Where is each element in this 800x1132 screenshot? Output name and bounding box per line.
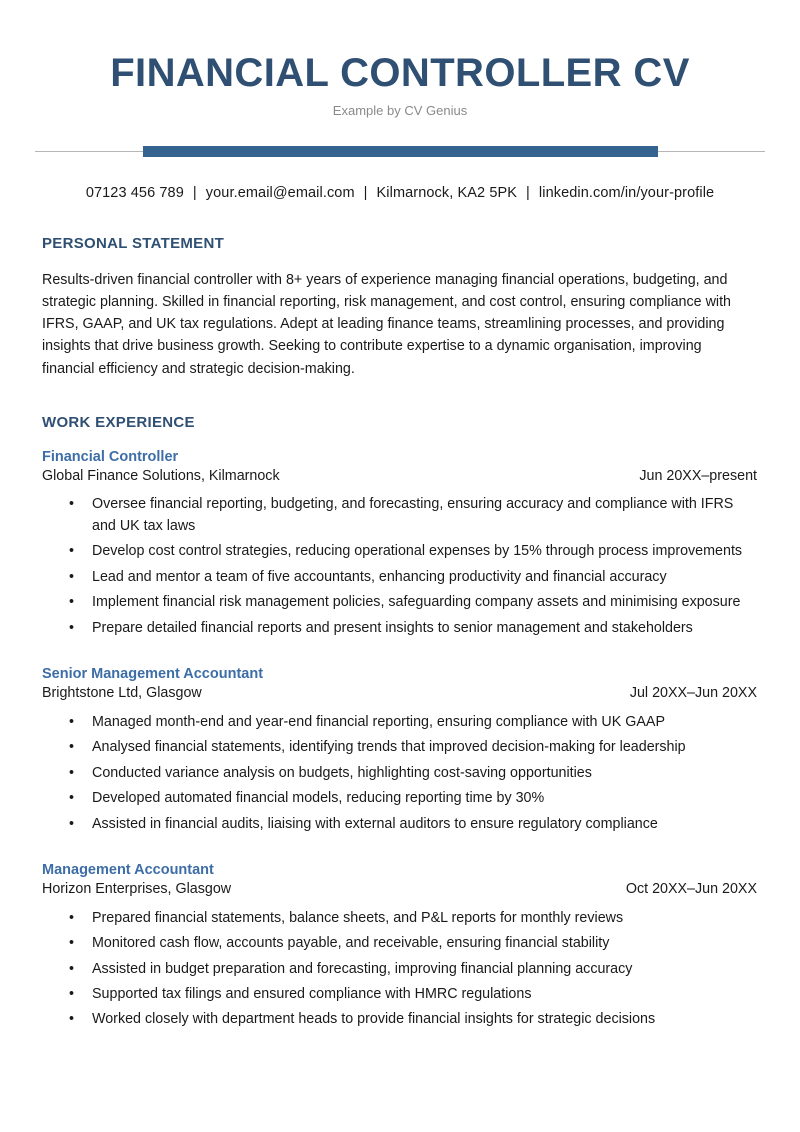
bullet-icon: • (69, 960, 75, 977)
bullet-icon: • (69, 594, 75, 611)
page-subtitle: Example by CV Genius (332, 103, 468, 118)
job-title: Financial Controller (42, 448, 179, 465)
contact-separator: | (526, 185, 530, 201)
job-title: Senior Management Accountant (42, 666, 264, 683)
job-bullet-list (42, 712, 757, 835)
job-meta (42, 880, 757, 899)
job-bullet (42, 618, 757, 639)
contact-phone: 07123 456 789 (85, 185, 184, 201)
divider-accent-bar (143, 146, 658, 157)
bullet-icon: • (69, 568, 75, 585)
job-bullet-text: Assisted in budget preparation and forecasting, improving financial planning accuracy (92, 960, 633, 977)
page-title: FINANCIAL CONTROLLER CV (110, 51, 690, 95)
job-entry (42, 665, 757, 835)
bullet-icon: • (69, 790, 75, 807)
job-bullet (42, 763, 757, 784)
job-bullet-text: Prepare detailed financial reports and present insights to senior management and stakeholders (92, 619, 693, 636)
bullet-icon: • (69, 986, 75, 1003)
job-bullet-text: Analysed financial statements, identifying trends that improved decision-making for leadership (92, 739, 686, 756)
job-bullet (42, 1009, 757, 1030)
job-meta (42, 684, 757, 703)
job-bullet-text: Developed automated financial models, reducing reporting time by 30% (92, 790, 545, 807)
job-bullet (42, 737, 757, 758)
job-bullet-text: Managed month-end and year-end financial reporting, ensuring compliance with UK GAAP (92, 713, 665, 730)
job-bullet-list (42, 908, 757, 1031)
job-bullet-list (42, 494, 757, 639)
section-work-experience (42, 414, 757, 1031)
contact-separator: | (192, 185, 197, 201)
job-employer: Global Finance Solutions, Kilmarnock (42, 467, 280, 484)
job-bullet-text: Conducted variance analysis on budgets, highlighting cost-saving opportunities (92, 764, 592, 781)
bullet-icon: • (69, 739, 75, 756)
bullet-icon: • (69, 935, 75, 952)
job-title: Management Accountant (42, 862, 214, 878)
header-divider (0, 143, 800, 159)
bullet-icon: • (69, 909, 75, 926)
job-bullet-text: Oversee financial reporting, budgeting, and forecasting, ensuring accuracy and compliance with IFRS and UK tax laws (92, 496, 734, 534)
job-dates: Jul 20XX–Jun 20XX (629, 685, 757, 702)
job-bullet (42, 908, 757, 929)
job-bullet-text: Develop cost control strategies, reducing operational expenses by 15% through process improvements (92, 543, 743, 560)
bullet-icon: • (69, 764, 75, 781)
contact-linkedin[interactable]: linkedin.com/in/your-profile (538, 185, 715, 201)
job-bullet-text: Assisted in financial audits, liaising with external auditors to ensure regulatory compliance (92, 815, 658, 832)
job-bullet (42, 592, 757, 613)
job-bullet (42, 567, 757, 588)
job-employer: Horizon Enterprises, Glasgow (42, 881, 232, 898)
section-heading-work-experience: WORK EXPERIENCE (42, 413, 195, 431)
job-bullet-text: Lead and mentor a team of five accountants, enhancing productivity and financial accuracy (92, 568, 667, 585)
contact-separator: | (363, 185, 368, 201)
job-bullet-text: Worked closely with department heads to provide financial insights for strategic decisions (92, 1011, 656, 1028)
cv-header (0, 0, 800, 118)
bullet-icon: • (69, 619, 75, 636)
job-dates: Jun 20XX–present (639, 467, 757, 484)
bullet-icon: • (69, 713, 75, 730)
job-bullet (42, 788, 757, 809)
job-bullet-text: Monitored cash flow, accounts payable, and receivable, ensuring financial stability (92, 935, 610, 952)
job-bullet (42, 814, 757, 835)
personal-statement-text: Results-driven financial controller with 8+ years of experience managing financial operations, budgeting, and strategic planning. Skilled in financial reporting, risk management, and cost control, ensuring compliance with IFRS, GAAP, and UK tax regulations. Adept at leading finance teams, streamlining processes, and providing insights that drive business growth. Seeking to contribute expertise to a dynamic organisation, improving financial efficiency and strategic decision-making. (42, 272, 731, 377)
job-bullet-text: Supported tax filings and ensured compliance with HMRC regulations (92, 986, 532, 1003)
section-heading-personal-statement: PERSONAL STATEMENT (42, 235, 225, 252)
job-meta (42, 467, 757, 486)
job-bullet (42, 959, 757, 980)
job-entry (42, 448, 757, 639)
job-employer: Brightstone Ltd, Glasgow (42, 685, 202, 702)
bullet-icon: • (69, 543, 75, 560)
contact-location: Kilmarnock, KA2 5PK (376, 185, 518, 201)
job-dates: Oct 20XX–Jun 20XX (625, 881, 757, 898)
job-bullet-text: Prepared financial statements, balance sheets, and P&L reports for monthly reviews (92, 909, 624, 926)
section-personal-statement (42, 235, 757, 380)
job-bullet (42, 494, 757, 537)
job-bullet (42, 933, 757, 954)
bullet-icon: • (69, 496, 75, 513)
bullet-icon: • (69, 815, 75, 832)
job-bullet (42, 541, 757, 562)
contact-email[interactable]: your.email@email.com (205, 185, 355, 201)
job-entry (42, 861, 757, 1031)
bullet-icon: • (69, 1011, 75, 1028)
cv-body (0, 235, 800, 1031)
contact-bar (0, 185, 800, 201)
job-bullet-text: Implement financial risk management policies, safeguarding company assets and minimising exposure (92, 594, 741, 611)
job-bullet (42, 712, 757, 733)
job-bullet (42, 984, 757, 1005)
